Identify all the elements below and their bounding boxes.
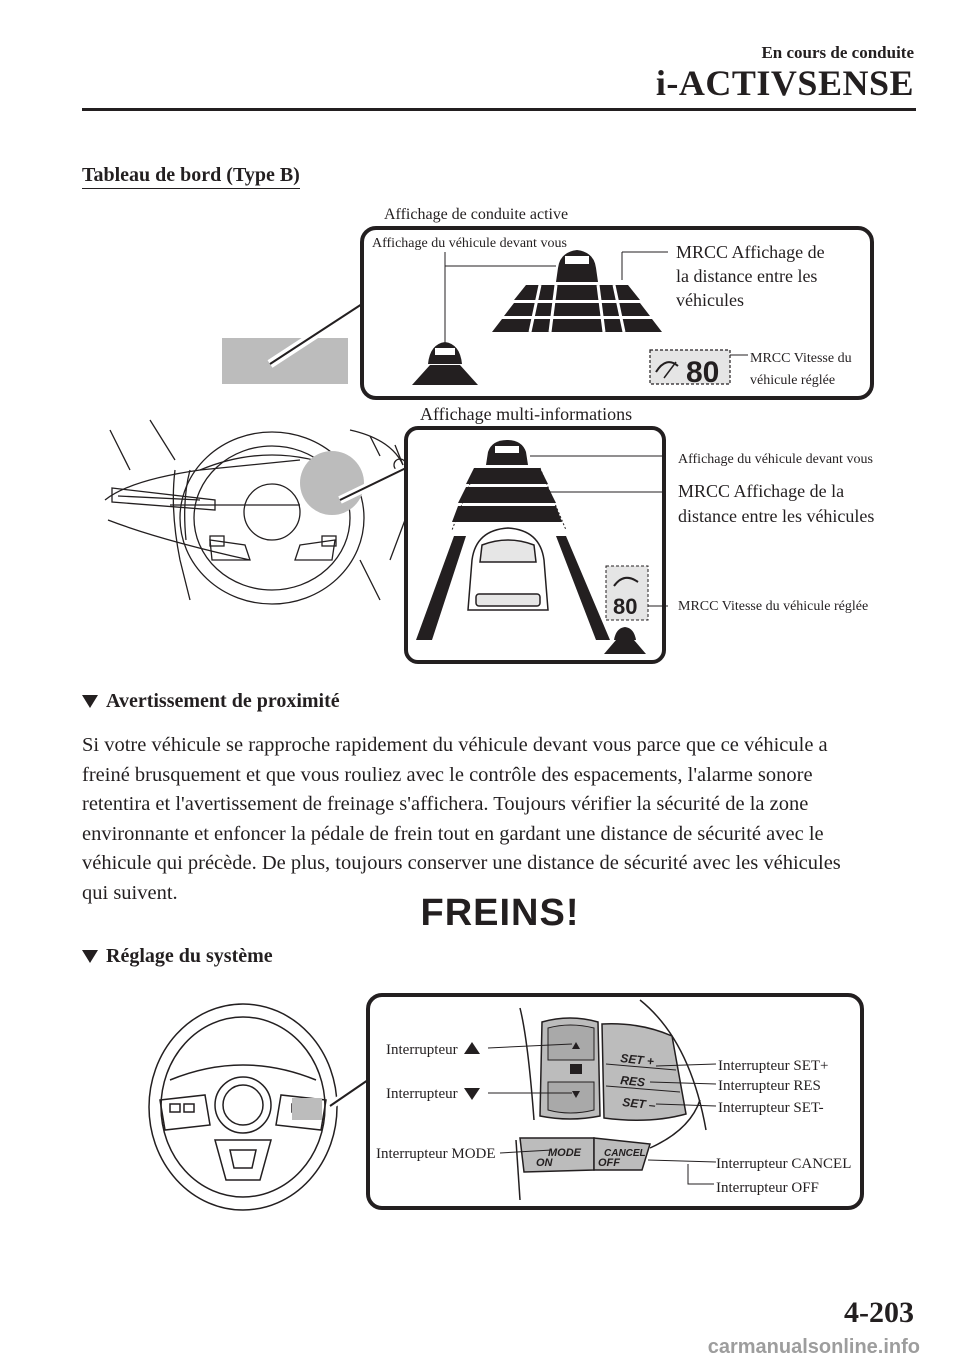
warning-body: Si votre véhicule se rapproche rapidement du véhicule devant vous parce que ce véhicule a freiné brusquement et que vous rouliez avec le contrôle des espacements, l'alarme sonore retentira et l'avertissement de freinage s'affichera. Toujours vérifier la sécurité de la zone environnante et enfoncer la pédale de frein tout en gardant une distance de sécurité avec le véhicule qui précède. De plus, toujours conserver une distance de sécurité avec les véhicules qui suivent. [82,734,841,904]
active-display-label: Affichage de conduite active [384,206,569,223]
mode-button-text: MODE [548,1147,581,1159]
switch-up-label: Interrupteur [386,1042,458,1058]
triangle-bullet-icon [82,695,98,708]
switch-down-label: Interrupteur [386,1086,458,1102]
windshield-display-area [222,338,348,384]
mid-distance-label-1: MRCC Affichage de la [678,481,845,501]
speed-label-1: MRCC Vitesse du [750,351,852,366]
dashboard-illustration [105,420,406,604]
triangle-bullet-icon [82,950,98,963]
multi-info-display-spot [300,451,364,515]
brake-warning-display: FREINS! [420,892,580,934]
set-minus-button-text: SET – [621,1095,657,1113]
res-button-text: RES [619,1073,646,1090]
speed-label-2: véhicule réglée [750,373,836,388]
warning-heading: Avertissement de proximité [82,690,340,713]
mid-set-speed-value: 80 [613,594,638,619]
multi-info-label: Affichage multi-informations [420,404,633,424]
mid-distance-label-2: distance entre les véhicules [678,506,875,526]
distance-label-1: MRCC Affichage de [676,242,825,262]
mid-vehicle-ahead-label: Affichage du véhicule devant vous [678,452,873,467]
settings-heading: Réglage du système [82,945,273,968]
switch-area-highlight [292,1098,322,1120]
resume-pad [540,1018,600,1119]
header-chapter: i-ACTIVSENSE [655,63,914,103]
res-label: Interrupteur RES [718,1078,821,1094]
set-minus-label: Interrupteur SET- [718,1100,824,1116]
off-button-text: OFF [598,1157,620,1169]
mid-own-vehicle-icon [468,528,548,610]
dashboard-figure [0,190,960,670]
distance-label-2: la distance entre les [676,266,818,286]
mid-speed-label: MRCC Vitesse du véhicule réglée [678,599,869,614]
set-speed-value: 80 [686,356,720,389]
cancel-label: Interrupteur CANCEL [716,1156,852,1172]
set-plus-button-text: SET + [619,1051,655,1069]
page-number: 4-203 [844,1296,914,1329]
footer-watermark: carmanualsonline.info [707,1336,920,1358]
header-rule [82,108,916,111]
on-button-text: ON [536,1157,553,1169]
cancel-button-text: CANCEL [604,1148,646,1159]
header-section: En cours de conduite [761,43,914,62]
steering-switch-figure [0,990,960,1220]
off-label: Interrupteur OFF [716,1180,819,1196]
mode-switch-label: Interrupteur MODE [376,1146,496,1162]
vehicle-ahead-label: Affichage du véhicule devant vous [372,236,567,251]
set-plus-label: Interrupteur SET+ [718,1058,829,1074]
section-title: Tableau de bord (Type B) [82,164,300,189]
distance-label-3: véhicules [676,290,744,310]
